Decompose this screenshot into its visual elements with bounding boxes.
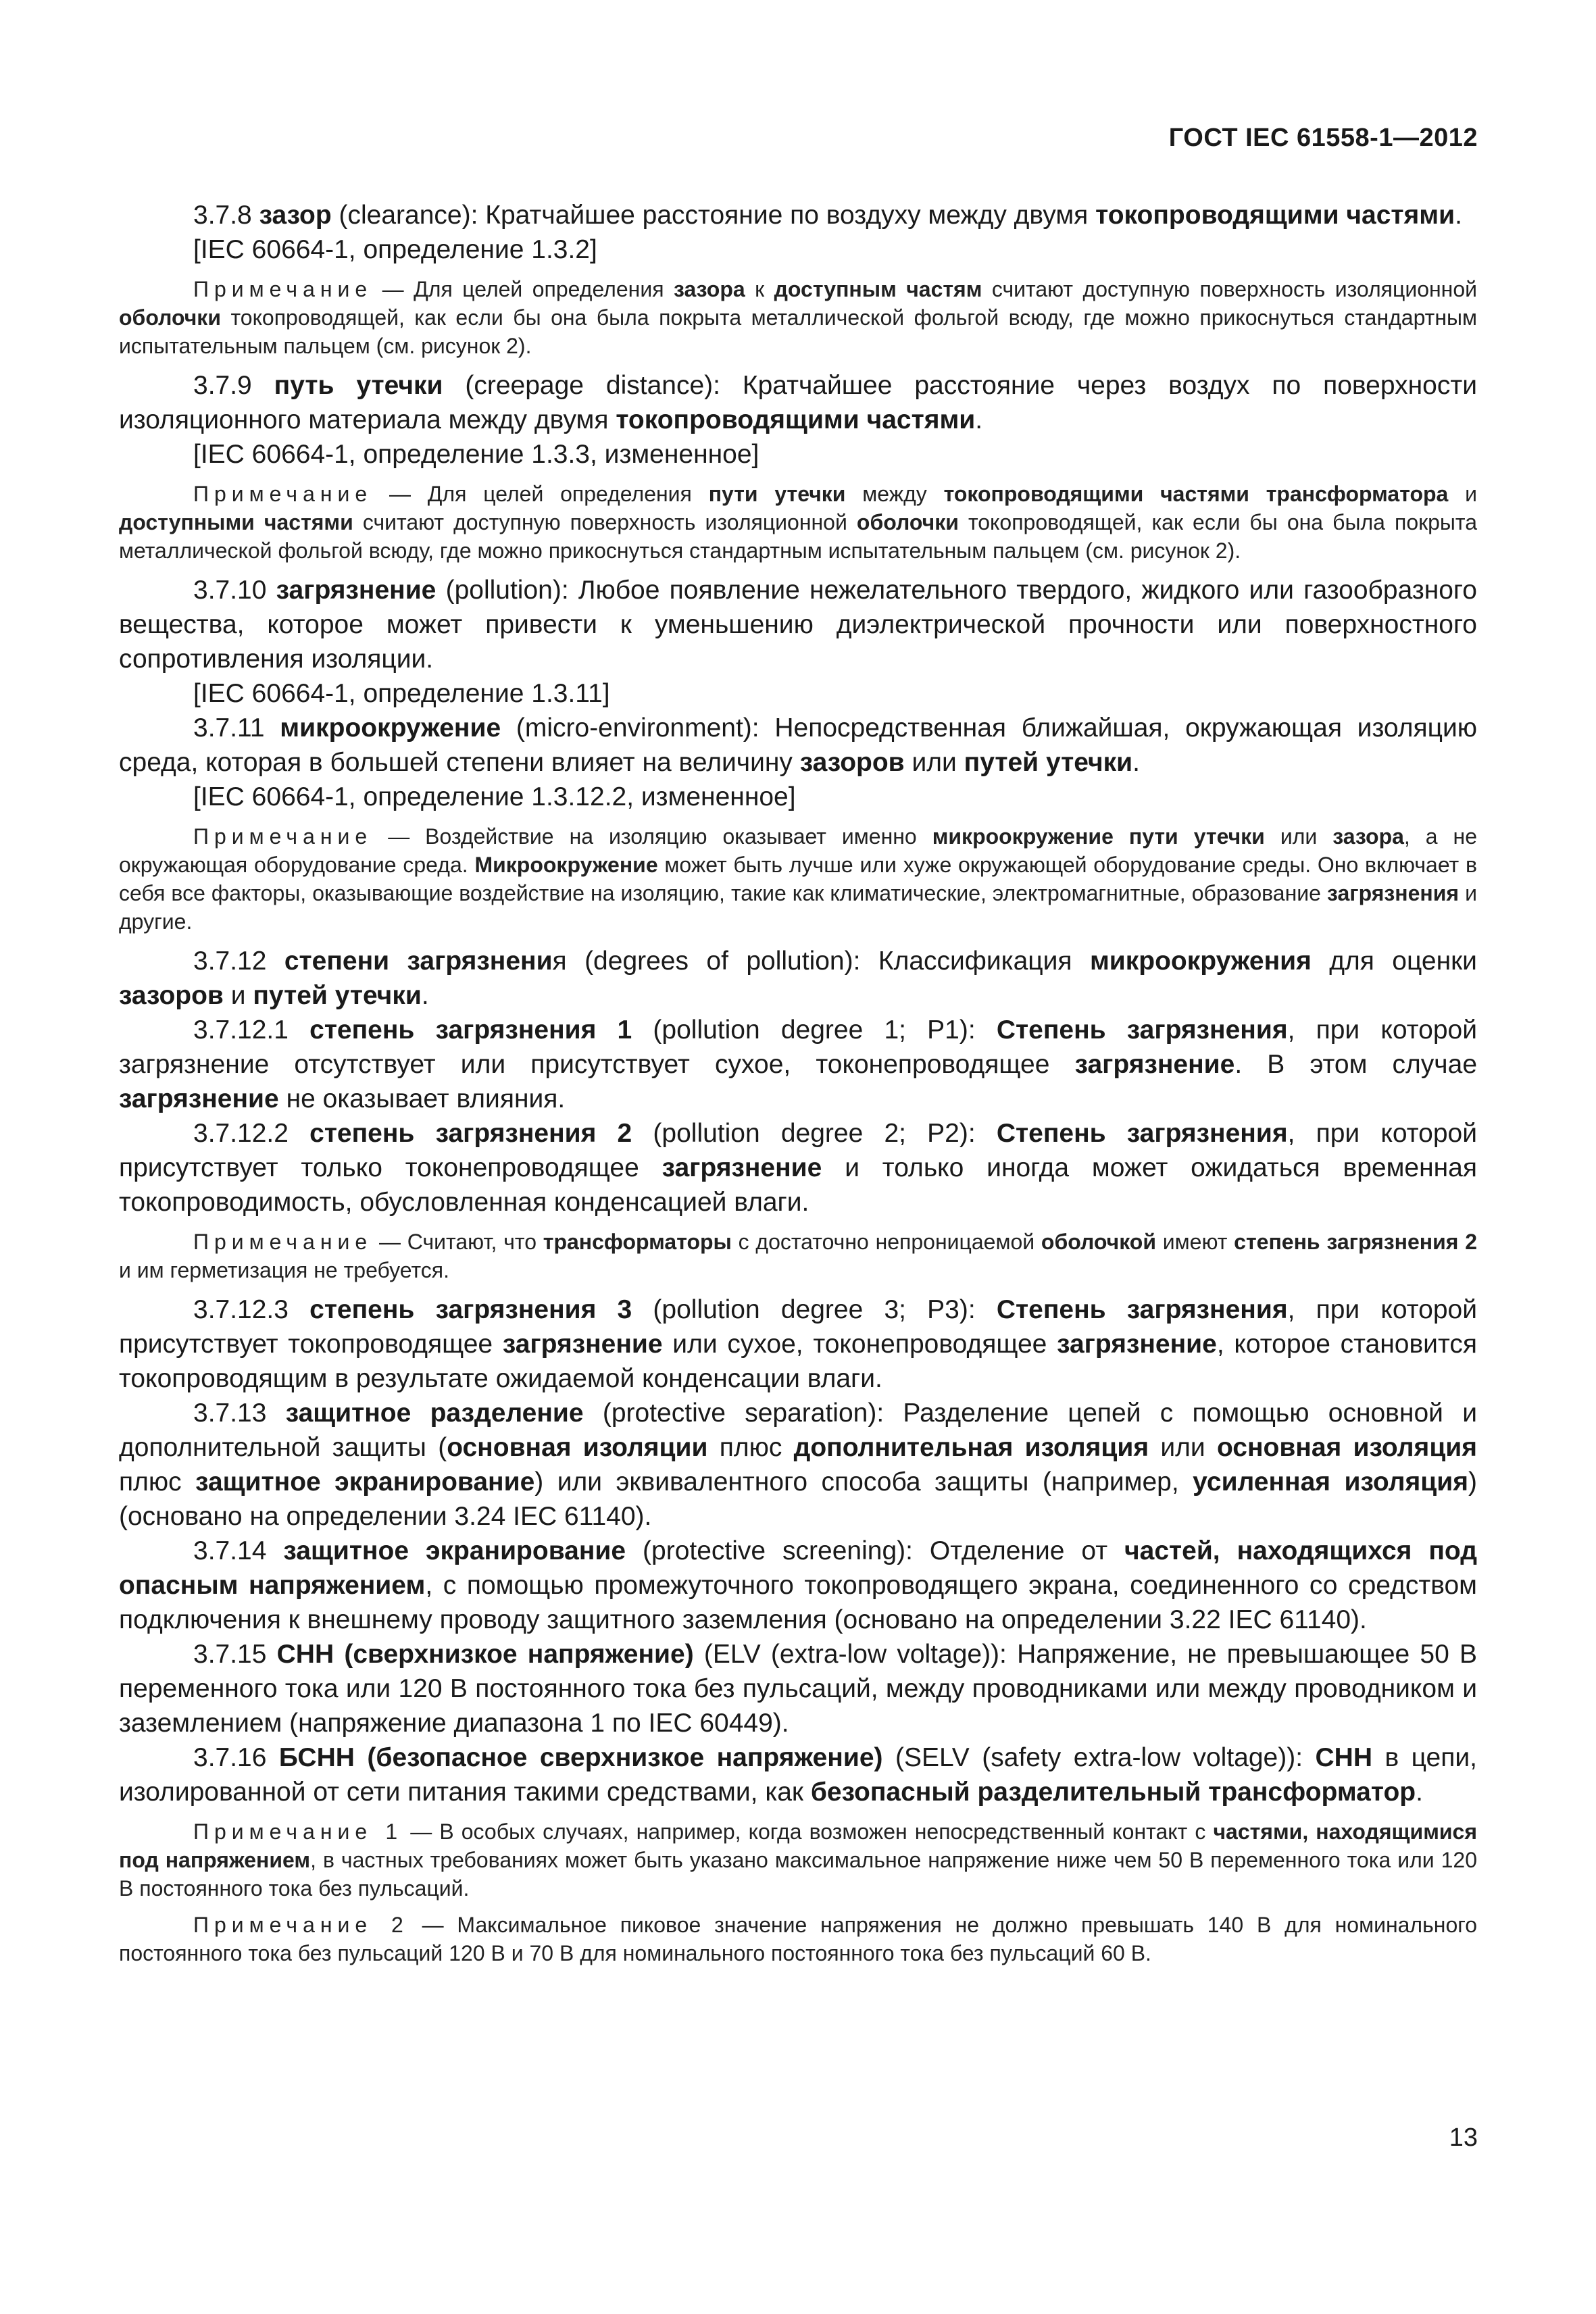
text-run: — Максимальное пиковое значение напряжения не должно превышать 140 В для номинального постоянного тока без пульсаций 120 В и 70 В для номинального постоянного тока без пульсаций 60 В.: [119, 1913, 1478, 1965]
bold-term: Степень загрязнения: [996, 1119, 1288, 1148]
bold-term: микроокружения: [1089, 947, 1312, 976]
bold-term: частями, находящимися под напряжением: [119, 1819, 1478, 1872]
text-run: токопроводящей, как если бы она была покрыта металлической фольгой всюду, где можно прикоснуться стандартным испытательным пальцем (см. рисунок 2).: [119, 510, 1478, 563]
bold-term: зазоров: [799, 748, 905, 777]
text-run: 3.7.13: [193, 1399, 286, 1428]
bold-term: путей утечки: [964, 748, 1133, 777]
bold-term: зазора: [1332, 824, 1404, 849]
bold-term: защитное экранирование: [195, 1467, 535, 1496]
text-run: и только иногда может ожидаться временная токопроводимость, обусловленная конденсацией влаги.: [119, 1153, 1477, 1217]
text-run: .: [1132, 748, 1140, 777]
page-number: 13: [1449, 2123, 1478, 2152]
bold-term: загрязнение: [662, 1153, 822, 1182]
text-run: .: [1455, 201, 1462, 230]
definition-paragraph: [119, 1740, 1477, 1809]
bold-term: основная изоляции: [447, 1433, 708, 1462]
text-run: 3.7.16: [193, 1743, 279, 1772]
text-run: (protective screening): Отделение от: [626, 1536, 1125, 1565]
bold-term: защитное разделение: [285, 1399, 584, 1428]
bold-term: токопроводящими частями: [1095, 201, 1455, 230]
bold-term: Микроокружение: [474, 853, 658, 877]
text-run: , которое становится токопроводящим в результате ожидаемой конденсации влаги.: [119, 1330, 1478, 1393]
text-run: (pollution degree 1; P1):: [632, 1015, 997, 1045]
bold-term: степень загрязнения 1: [309, 1015, 632, 1045]
text-run: и другие.: [119, 881, 1478, 934]
bold-term: доступными частями: [119, 510, 353, 534]
reference-line: [119, 676, 1477, 711]
text-run: считают доступную поверхность изоляционной: [353, 510, 857, 534]
note-paragraph: [119, 822, 1477, 936]
text-run: 3.7.12: [193, 947, 284, 976]
text-run: плюс: [119, 1467, 196, 1496]
text-run: — В особых случаях, например, когда возможен непосредственный контакт с: [403, 1819, 1214, 1844]
bold-term: частей, находящихся под опасным напряжением: [119, 1536, 1477, 1600]
text-run: [IEC 60664-1, определение 1.3.12.2, измененное]: [193, 782, 796, 811]
text-run: я (degrees of pollution): Классификация: [552, 947, 1090, 976]
text-run: [IEC 60664-1, определение 1.3.3, измененное]: [193, 440, 759, 469]
text-run: 3.7.9: [193, 371, 274, 400]
text-run: между: [845, 482, 944, 506]
bold-term: безопасный разделительный трансформатор: [810, 1778, 1416, 1807]
bold-term: основная изоляция: [1216, 1433, 1478, 1462]
bold-term: трансформаторы: [543, 1230, 732, 1254]
bold-term: степени загрязнени: [284, 947, 553, 976]
reference-line: [119, 232, 1477, 267]
text-run: , при которой загрязнение отсутствует или присутствует сухое, токонепроводящее: [119, 1015, 1477, 1079]
text-run: или: [1264, 824, 1333, 849]
bold-term: доступным частям: [774, 277, 982, 301]
bold-term: пути утечки: [708, 482, 846, 506]
text-run: ) или эквивалентного способа защиты (например,: [534, 1467, 1193, 1496]
text-run: (pollution): Любое появление нежелательного твердого, жидкого или газообразного вещества, которое может привести к уменьшению диэлектрической прочности или поверхностного сопротивления изоляции.: [119, 576, 1477, 674]
text-run: , а не окружающая оборудование среда.: [119, 824, 1478, 877]
bold-term: степень загрязнения 3: [309, 1295, 632, 1324]
text-run: (clearance): Кратчайшее расстояние по воздуху между двумя: [331, 201, 1096, 230]
text-run: (pollution degree 3; P3):: [632, 1295, 997, 1324]
text-run: 3.7.12.2: [193, 1119, 310, 1148]
definition-paragraph: [119, 1292, 1477, 1396]
text-run: (micro-environment): Непосредственная ближайшая, окружающая изоляцию среда, которая в большей степени влияет на величину: [119, 713, 1477, 777]
text-run: (ELV (extra-low voltage)): Напряжение, не превышающее 50 В переменного тока или 120 В постоянного тока без пульсаций, между проводниками или между проводником и заземлением (напряжение диапазона 1 по IEC 60449).: [119, 1640, 1477, 1738]
text-run: [IEC 60664-1, определение 1.3.2]: [193, 235, 597, 264]
note-paragraph: [119, 1911, 1477, 1967]
document-header: ГОСТ IEC 61558-1—2012: [1168, 124, 1478, 152]
bold-term: оболочкой: [1041, 1230, 1156, 1254]
text-run: , при которой присутствует токопроводящее: [119, 1295, 1477, 1359]
text-run: не оказывает влияния.: [278, 1084, 566, 1113]
definition-paragraph: [119, 1013, 1477, 1116]
bold-term: степень загрязнения 2: [1234, 1230, 1478, 1254]
text-run: 3.7.12.3: [193, 1295, 310, 1324]
bold-term: токопроводящими частями трансформатора: [943, 482, 1449, 506]
text-run: или сухое, токонепроводящее: [662, 1330, 1057, 1359]
note-paragraph: [119, 480, 1477, 565]
bold-term: загрязнение: [1057, 1330, 1217, 1359]
bold-term: зазора: [673, 277, 745, 301]
text-run: — Для целей определения: [372, 482, 709, 506]
bold-term: степень загрязнения 2: [309, 1119, 632, 1148]
bold-term: зазор: [259, 201, 332, 230]
note-paragraph: [119, 1228, 1477, 1284]
text-run: (pollution degree 2; P2):: [632, 1119, 997, 1148]
text-run: токопроводящей, как если бы она была покрыта металлической фольгой всюду, где можно прикоснуться стандартным испытательным пальцем (см. рисунок 2).: [119, 305, 1477, 358]
bold-term: микроокружение: [280, 713, 501, 743]
bold-term: путь утечки: [274, 371, 443, 400]
bold-term: микроокружение пути утечки: [932, 824, 1265, 849]
bold-term: СНН: [1315, 1743, 1372, 1772]
bold-term: загрязнение: [1074, 1050, 1235, 1079]
bold-term: БСНН (безопасное сверхнизкое напряжение): [278, 1743, 883, 1772]
bold-term: загрязнение: [276, 576, 437, 605]
note-label: Примечание: [193, 482, 373, 506]
definition-paragraph: [119, 1396, 1477, 1534]
text-run: . В этом случае: [1235, 1050, 1478, 1079]
text-run: — Для целей определения: [372, 277, 674, 301]
text-run: 3.7.11: [193, 713, 280, 743]
text-run: в цепи, изолированной от сети питания такими средствами, как: [119, 1743, 1477, 1807]
note-label: Примечание 2: [193, 1913, 409, 1937]
bold-term: загрязнения: [1326, 881, 1460, 905]
text-run: 3.7.10: [193, 576, 276, 605]
text-run: [IEC 60664-1, определение 1.3.11]: [193, 679, 610, 708]
text-run: к: [745, 277, 774, 301]
text-run: имеют: [1156, 1230, 1235, 1254]
definition-paragraph: [119, 1534, 1477, 1637]
bold-term: оболочки: [856, 510, 959, 534]
document-body: [119, 198, 1477, 1976]
text-run: (protective separation): Разделение цепей с помощью основной и дополнительной защиты (: [119, 1399, 1477, 1462]
text-run: 3.7.15: [193, 1640, 277, 1669]
reference-line: [119, 780, 1477, 814]
text-run: .: [1416, 1778, 1423, 1807]
definition-paragraph: [119, 711, 1477, 780]
note-paragraph: [119, 275, 1477, 360]
text-run: с достаточно непроницаемой: [731, 1230, 1041, 1254]
bold-term: путей утечки: [253, 981, 422, 1010]
text-run: — Воздействие на изоляцию оказывает именно: [372, 824, 932, 849]
text-run: и им герметизация не требуется.: [119, 1258, 450, 1282]
note-label: Примечание: [193, 824, 373, 849]
text-run: — Считают, что: [372, 1230, 543, 1254]
note-label: Примечание: [193, 277, 373, 301]
definition-paragraph: [119, 1637, 1477, 1740]
text-run: 3.7.8: [193, 201, 259, 230]
definition-paragraph: [119, 1116, 1477, 1219]
reference-line: [119, 437, 1477, 472]
note-label: Примечание: [193, 1230, 373, 1254]
bold-term: загрязнение: [502, 1330, 663, 1359]
text-run: считают доступную поверхность изоляционной: [982, 277, 1478, 301]
definition-paragraph: [119, 198, 1477, 232]
note-paragraph: [119, 1817, 1477, 1903]
text-run: 3.7.12.1: [193, 1015, 310, 1045]
text-run: 3.7.14: [193, 1536, 284, 1565]
text-run: ) (основано на определении 3.24 IEC 61140).: [119, 1467, 1477, 1531]
bold-term: оболочки: [119, 305, 221, 330]
text-run: , при которой присутствует только токонепроводящее: [119, 1119, 1477, 1182]
bold-term: токопроводящими частями: [616, 405, 976, 434]
text-run: или: [1149, 1433, 1217, 1462]
definition-paragraph: [119, 368, 1477, 437]
text-run: .: [975, 405, 983, 434]
bold-term: Степень загрязнения: [996, 1015, 1288, 1045]
text-run: и: [223, 981, 253, 1010]
note-label: Примечание 1: [193, 1819, 403, 1844]
text-run: .: [421, 981, 429, 1010]
bold-term: защитное экранирование: [283, 1536, 626, 1565]
text-run: , в частных требованиях может быть указано максимальное напряжение ниже чем 50 В переменного тока или 120 В постоянного тока без пульсаций.: [119, 1848, 1478, 1901]
text-run: может быть лучше или хуже окружающей оборудование среды. Оно включает в себя все факторы, оказывающие воздействие на изоляцию, такие как климатические, электромагнитные, образование: [119, 853, 1478, 905]
bold-term: загрязнение: [119, 1084, 279, 1113]
bold-term: СНН (сверхнизкое напряжение): [276, 1640, 694, 1669]
bold-term: зазоров: [119, 981, 224, 1010]
text-run: плюс: [707, 1433, 794, 1462]
text-run: и: [1448, 482, 1478, 506]
bold-term: усиленная изоляция: [1193, 1467, 1468, 1496]
text-run: или: [904, 748, 964, 777]
text-run: (creepage distance): Кратчайшее расстояние через воздух по поверхности изоляционного материала между двумя: [119, 371, 1477, 434]
definition-paragraph: [119, 944, 1477, 1013]
bold-term: Степень загрязнения: [996, 1295, 1288, 1324]
text-run: (SELV (safety extra-low voltage)):: [882, 1743, 1316, 1772]
text-run: , с помощью промежуточного токопроводящего экрана, соединенного со средством подключения к внешнему проводу защитного заземления (основано на определении 3.22 IEC 61140).: [119, 1571, 1477, 1634]
text-run: для оценки: [1311, 947, 1477, 976]
definition-paragraph: [119, 573, 1477, 676]
bold-term: дополнительная изоляция: [793, 1433, 1149, 1462]
